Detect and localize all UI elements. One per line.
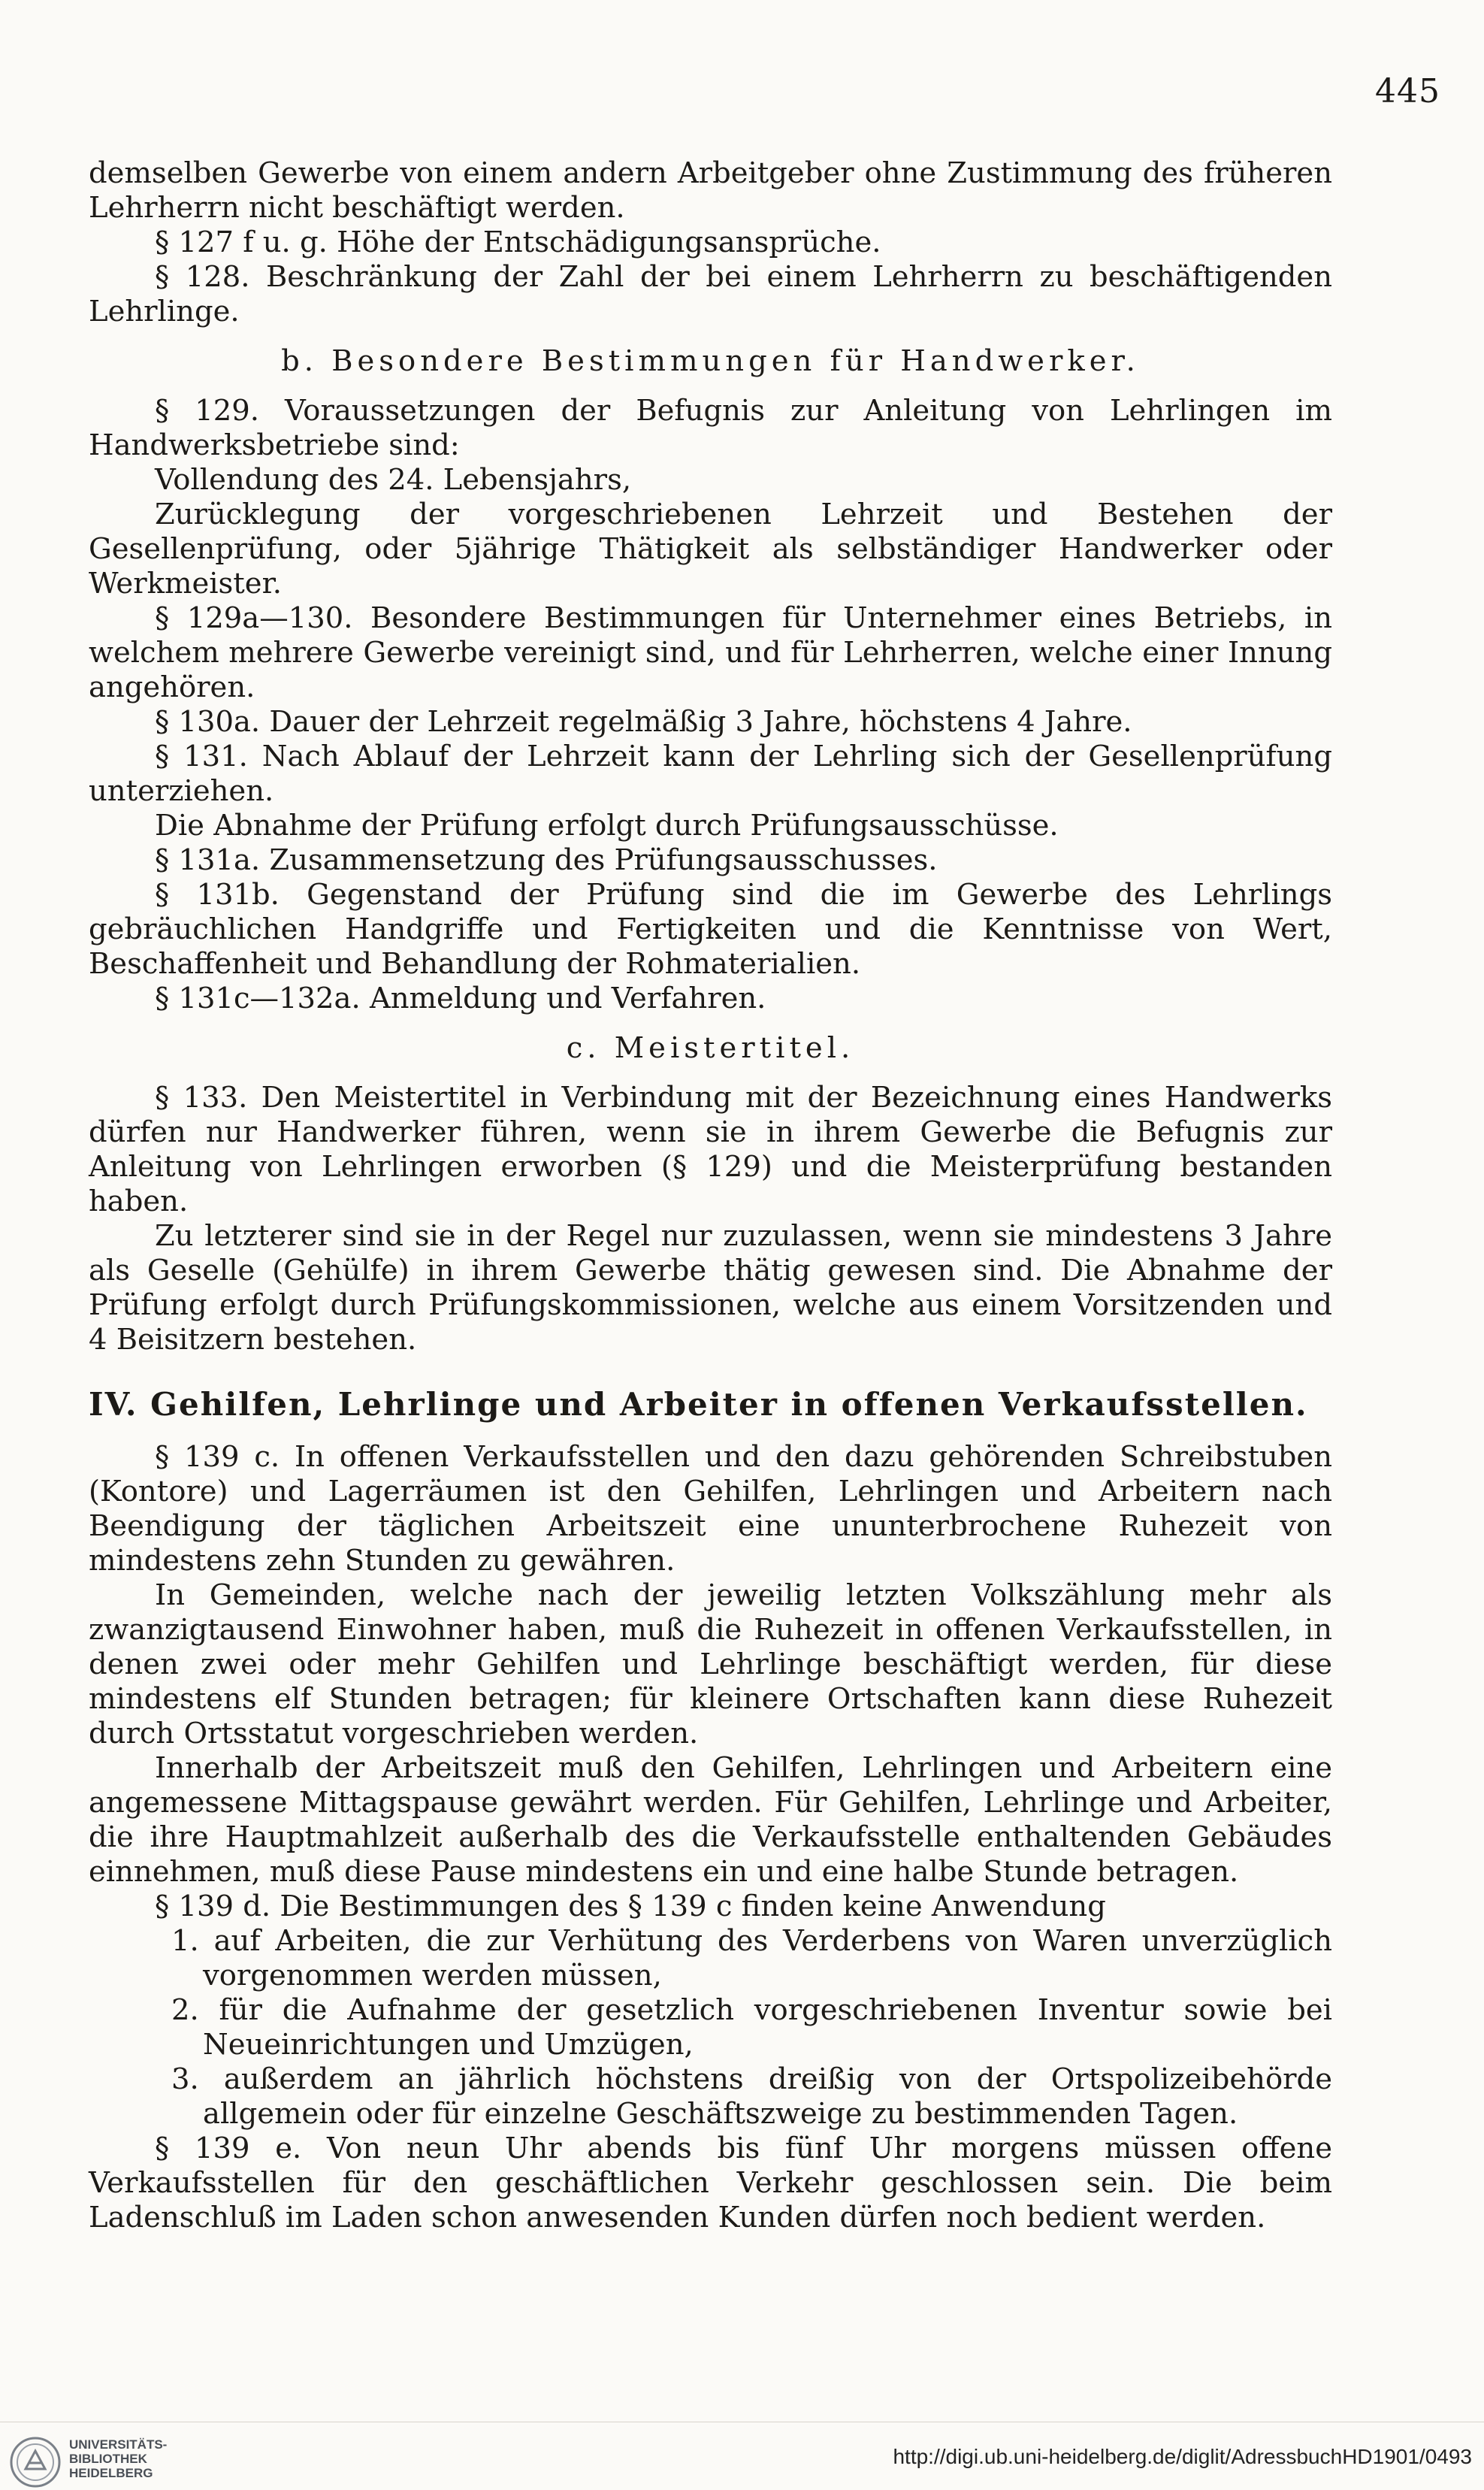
paragraph: § 130a. Dauer der Lehrzeit regelmäßig 3 Jahre, höchstens 4 Jahre. (155, 705, 1132, 739)
subheading-b: b. Besondere Bestimmungen für Handwerker. (281, 344, 1140, 378)
section-heading: IV. Gehilfen, Lehrlinge und Arbeiter in offenen Verkaufsstellen. (89, 1386, 1308, 1423)
paragraph: § 131a. Zusammensetzung des Prüfungsausschusses. (155, 843, 938, 877)
subheading-c: c. Meistertitel. (566, 1031, 855, 1065)
paragraph: § 139 c. In offenen Verkaufsstellen und den dazu gehörenden Schreibstuben (Kontore) und Lagerräumen ist den Gehilfen, Lehrlingen und Arbeitern nach Beendigung der täglichen Arbeitszeit eine ununterbrochene Ruhezeit von mindestens zehn Stunden zu gewähren. (89, 1440, 1332, 1578)
library-logo-text (69, 2437, 167, 2480)
list-item: 3. außerdem an jährlich höchstens dreißig von der Ortspolizeibehörde allgemein oder für einzelne Geschäftszweige zu bestimmenden Tagen. (171, 2062, 1332, 2131)
list-item: 2. für die Aufnahme der gesetzlich vorgeschriebenen Inventur sowie bei Neueinrichtungen und Umzügen, (171, 1993, 1332, 2062)
paragraph: § 129a—130. Besondere Bestimmungen für Unternehmer eines Betriebs, in welchem mehrere Gewerbe vereinigt sind, und für Lehrherren, welche einer Innung angehören. (89, 601, 1332, 704)
paragraph: demselben Gewerbe von einem andern Arbeitgeber ohne Zustimmung des früheren Lehrherrn nicht beschäftigt werden. (89, 156, 1332, 225)
footer-bar (0, 2422, 1484, 2490)
paragraph: § 127 f u. g. Höhe der Entschädigungsansprüche. (155, 225, 881, 259)
paragraph: In Gemeinden, welche nach der jeweilig letzten Volkszählung mehr als zwanzigtausend Einwohner haben, muß die Ruhezeit in offenen Verkaufsstellen, in denen zwei oder mehr Gehilfen und Lehrlinge beschäftigt werden, für diese mindestens elf Stunden betragen; für kleinere Ortschaften kann diese Ruhezeit durch Ortsstatut vorgeschrieben werden. (89, 1578, 1332, 1750)
paragraph: § 139 d. Die Bestimmungen des § 139 c finden keine Anwendung (155, 1889, 1106, 1923)
paragraph: § 131c—132a. Anmeldung und Verfahren. (155, 982, 766, 1015)
paragraph: Zurücklegung der vorgeschriebenen Lehrzeit und Bestehen der Gesellenprüfung, oder 5jährige Thätigkeit als selbständiger Handwerker oder Werkmeister. (89, 498, 1332, 601)
source-url-link[interactable]: http://digi.ub.uni-heidelberg.de/diglit/AdressbuchHD1901/0493 (893, 2445, 1472, 2468)
page-number: 445 (1375, 72, 1440, 110)
university-seal-icon (9, 2436, 62, 2488)
paragraph: § 139 e. Von neun Uhr abends bis fünf Uhr morgens müssen offene Verkaufsstellen für den geschäftlichen Verkehr geschlossen sein. Die beim Ladenschluß im Laden schon anwesenden Kunden dürfen noch bedient werden. (89, 2131, 1332, 2234)
paragraph: § 131b. Gegenstand der Prüfung sind die im Gewerbe des Lehrlings gebräuchlichen Handgriffe und Fertigkeiten und die Kenntnisse von Wert, Beschaffenheit und Behandlung der Rohmaterialien. (89, 878, 1332, 981)
list-item: 1. auf Arbeiten, die zur Verhütung des Verderbens von Waren unverzüglich vorgenommen werden müssen, (171, 1924, 1332, 1992)
paragraph: Innerhalb der Arbeitszeit muß den Gehilfen, Lehrlingen und Arbeitern eine angemessene Mittagspause gewährt werden. Für Gehilfen, Lehrlinge und Arbeiter, die ihre Hauptmahlzeit außerhalb des die Verkaufsstelle enthaltenden Gebäudes einnehmen, muß diese Pause mindestens ein und eine halbe Stunde betragen. (89, 1751, 1332, 1889)
logo-line: UNIVERSITÄTS- (69, 2437, 168, 2452)
exemption-list (89, 1924, 1332, 2131)
paragraph: § 128. Beschränkung der Zahl der bei einem Lehrherrn zu beschäftigenden Lehrlinge. (89, 260, 1332, 328)
page-body (89, 156, 1332, 2235)
paragraph: Zu letzterer sind sie in der Regel nur zuzulassen, wenn sie mindestens 3 Jahre als Geselle (Gehülfe) in ihrem Gewerbe thätig gewesen sind. Die Abnahme der Prüfung erfolgt durch Prüfungskommissionen, welche aus einem Vorsitzenden und 4 Beisitzern bestehen. (89, 1219, 1332, 1357)
paragraph: Die Abnahme der Prüfung erfolgt durch Prüfungsausschüsse. (155, 809, 1059, 843)
paragraph: § 133. Den Meistertitel in Verbindung mit der Bezeichnung eines Handwerks dürfen nur Handwerker führen, wenn sie in ihrem Gewerbe die Befugnis zur Anleitung von Lehrlingen erworben (§ 129) und die Meisterprüfung bestanden haben. (89, 1081, 1332, 1218)
paragraph: § 131. Nach Ablauf der Lehrzeit kann der Lehrling sich der Gesellenprüfung unterziehen. (89, 740, 1332, 808)
logo-line: BIBLIOTHEK (69, 2452, 147, 2466)
logo-line: HEIDELBERG (69, 2466, 153, 2480)
paragraph: § 129. Voraussetzungen der Befugnis zur Anleitung von Lehrlingen im Handwerksbetriebe sind: (89, 394, 1332, 462)
paragraph: Vollendung des 24. Lebensjahrs, (155, 463, 632, 497)
